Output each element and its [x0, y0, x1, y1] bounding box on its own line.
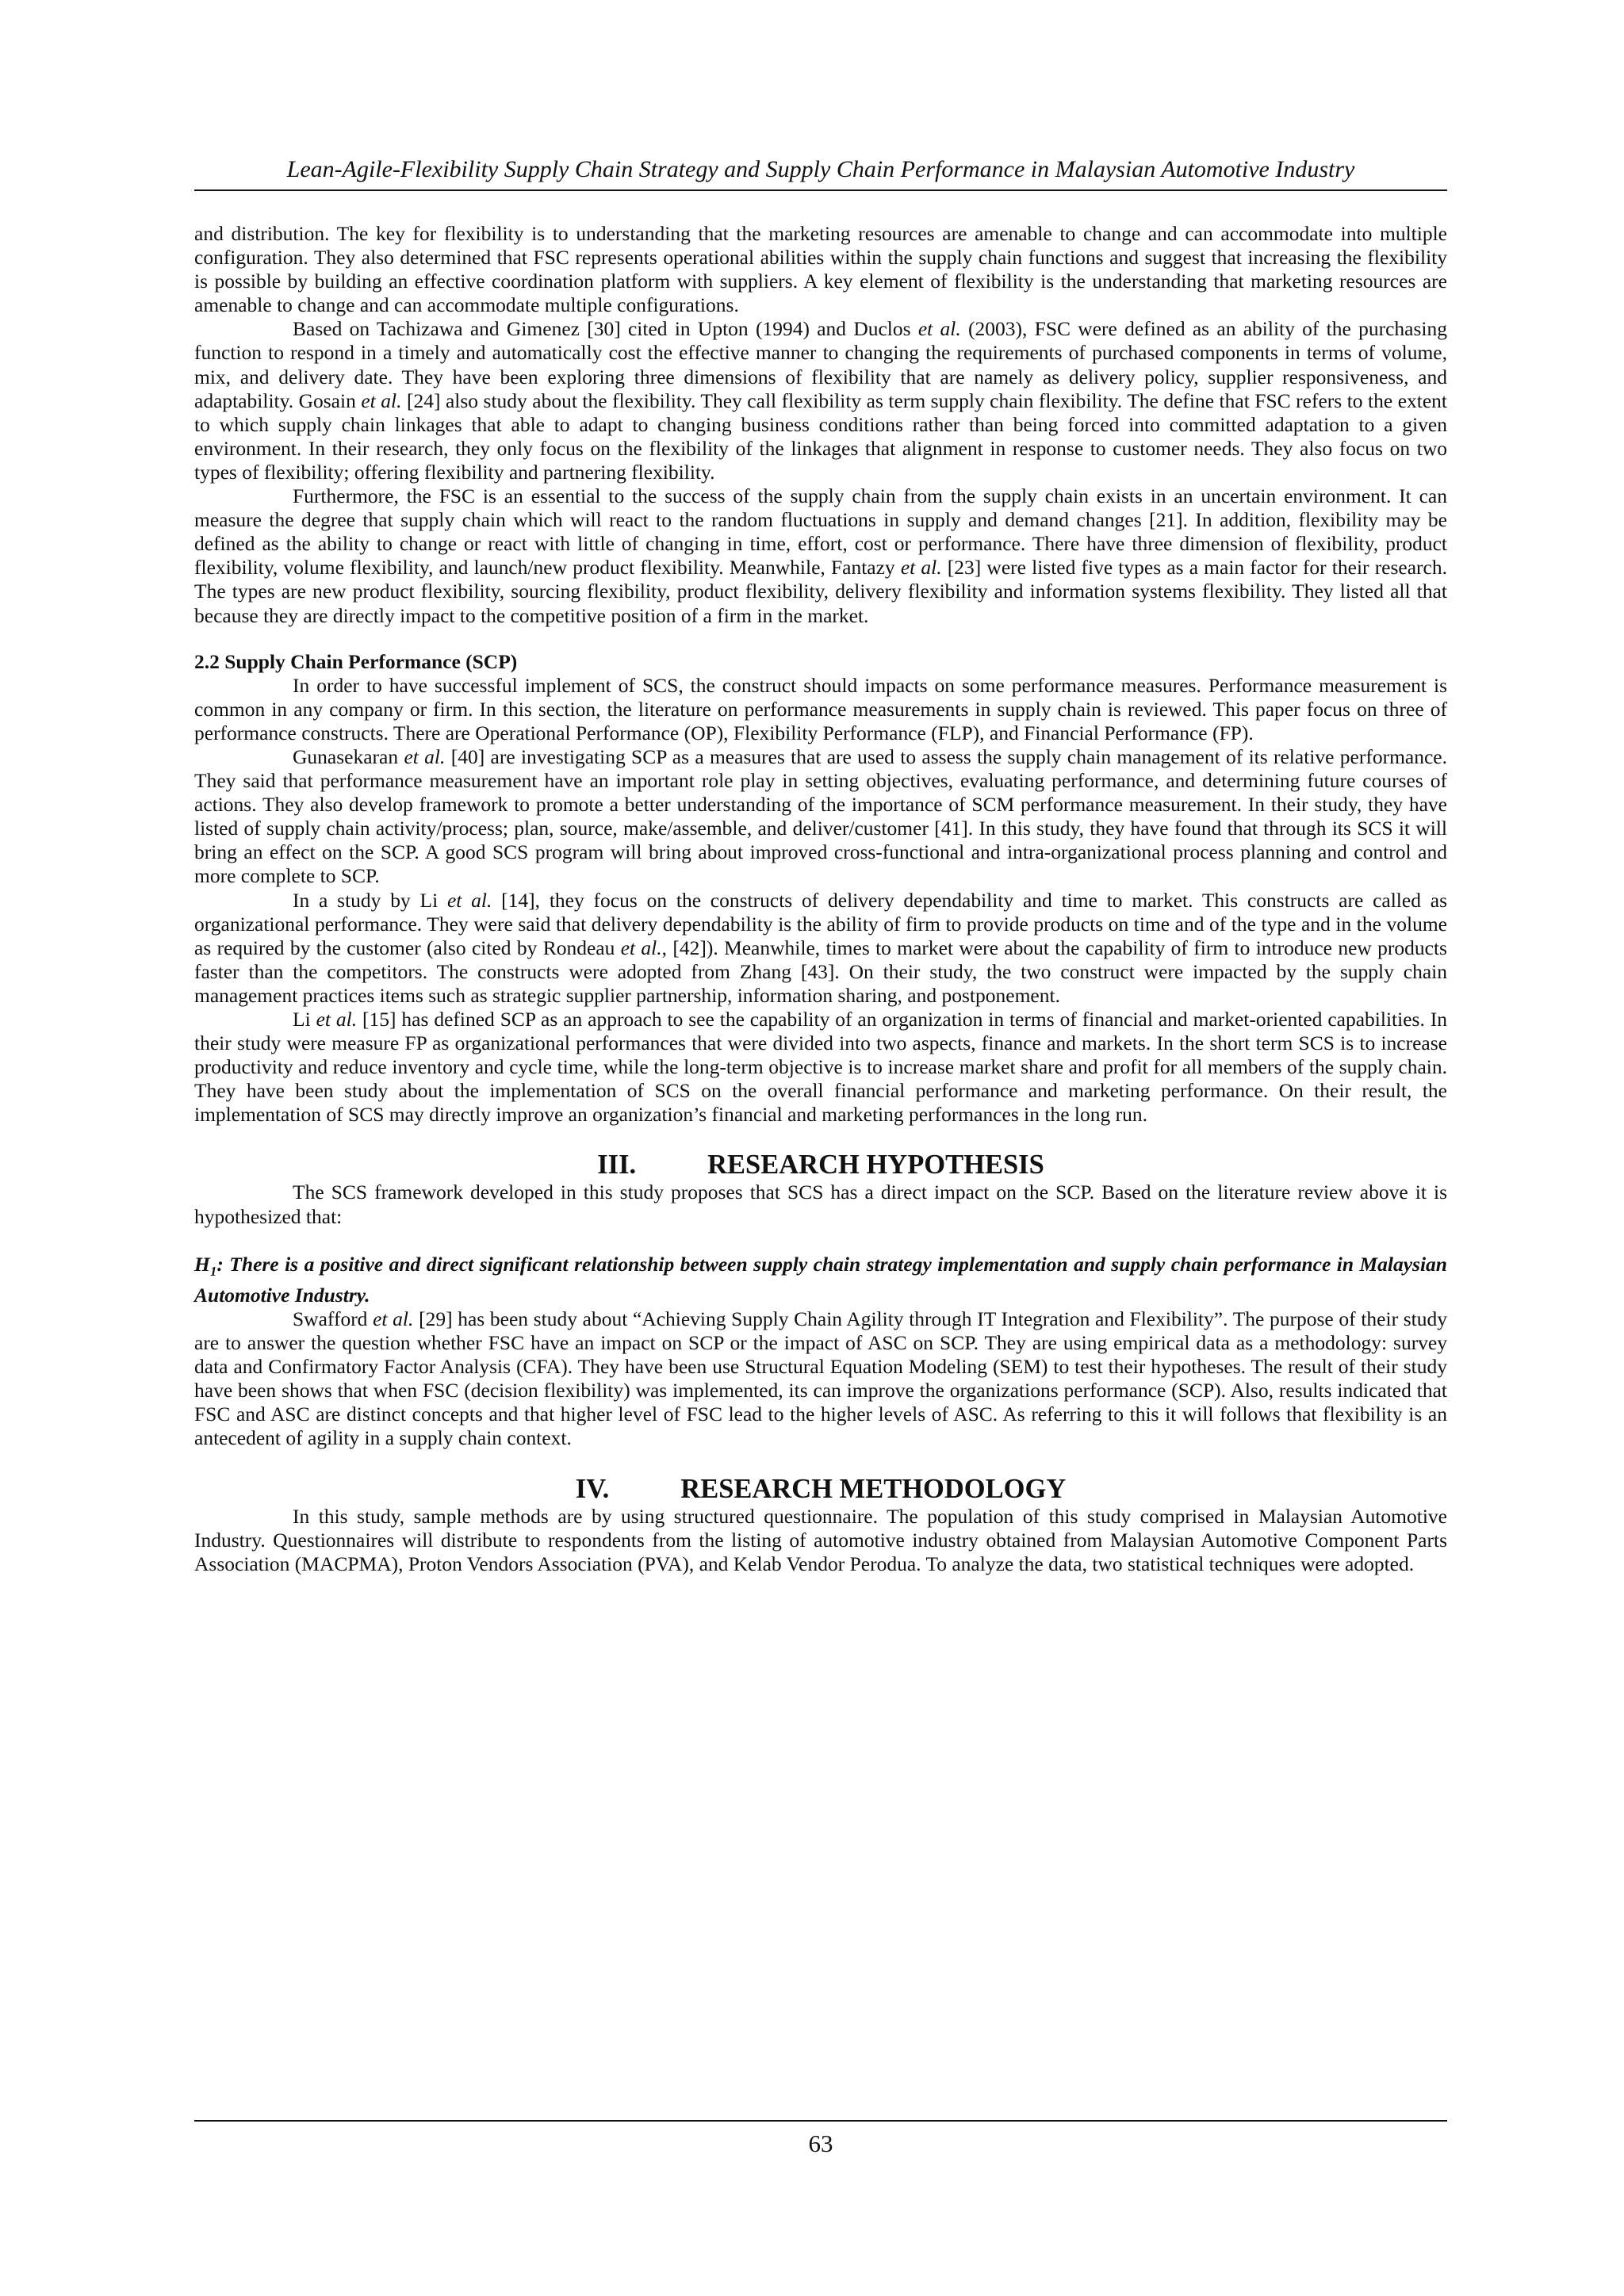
- text-run: [40] are investigating SCP as a measures that are used to assess the supply chain management of its relative performance. They said that performance measurement have an important role play in setting objectives, evaluating performance, and determining future courses of actions. They also develop framework to promote a better understanding of the importance of SCM performance measurement. In their study, they have listed of supply chain activity/process; plan, source, make/assemble, and deliver/customer [41]. In this study, they have found that through its SCS it will bring an effect on the SCP. A good SCS program will bring about improved cross-functional and intra-organizational process planning and control and more complete to SCP.: [194, 744, 1447, 888]
- citation-etal: et al.: [316, 1008, 358, 1031]
- paragraph: [194, 1008, 1447, 1127]
- text-run: Based on Tachizawa and Gimenez [30] cited in Upton (1994) and Duclos: [293, 317, 918, 341]
- paragraph: [194, 317, 1447, 484]
- hypothesis-label: H: [194, 1252, 210, 1276]
- citation-etal: et al.: [361, 388, 402, 412]
- citation-etal: et al.: [917, 317, 961, 341]
- text-run: [23] were listed five types as a main factor for their research. The types are new product flexibility, sourcing flexibility, product flexibility, delivery flexibility and information systems flexibility. They listed all that because they are directly impact to the competitive position of a firm in the market.: [194, 556, 1447, 627]
- text-run: [24] also study about the flexibility. They call flexibility as term supply chain flexibility. The define that FSC refers to the extent to which supply chain linkages that able to adapt to changing business conditions rather than being forced into committed adaptation to a given environment. In their research, they only focus on the flexibility of the linkages that alignment in response to customer needs. They also focus on two types of flexibility; offering flexibility and partnering flexibility.: [194, 388, 1447, 484]
- text-run: Gunasekaran: [293, 744, 404, 768]
- text-run: In a study by Li: [293, 888, 447, 912]
- hypothesis-subscript: 1: [209, 1263, 217, 1279]
- paragraph: [194, 1307, 1447, 1451]
- paragraph: [194, 745, 1447, 889]
- body-text: [194, 222, 1447, 1576]
- citation-etal: et al.: [404, 744, 446, 768]
- text-run: [15] has defined SCP as an approach to see the capability of an organization in terms of financial and market-oriented capabilities. In their study were measure FP as organizational performances that were divided into two aspects, finance and markets. In the short term SCS is to increase productivity and reduce inventory and cycle time, while the long-term objective is to increase market share and profit for all members of the supply chain. They have been study about the implementation of SCS on the overall financial performance and marketing performance. On their result, the implementation of SCS may directly improve an organization’s financial and marketing performances in the long run.: [194, 1008, 1447, 1127]
- section-heading: [194, 1149, 1447, 1181]
- section-title: RESEARCH METHODOLOGY: [680, 1473, 1067, 1504]
- paragraph: [194, 484, 1447, 628]
- citation-etal: et al.: [446, 888, 492, 912]
- text-run: Swafford: [293, 1307, 373, 1330]
- section-number: IV.: [575, 1473, 610, 1504]
- header-rule: [194, 189, 1447, 191]
- hypothesis-text: : There is a positive and direct significant relationship between supply chain strategy implementation and supply chain performance in Malaysian Automotive Industry.: [194, 1252, 1447, 1307]
- section-title: RESEARCH HYPOTHESIS: [707, 1150, 1044, 1181]
- text-run: , [42]). Meanwhile, times to market were about the capability of firm to introduce new products faster than the competitors. The constructs were adopted from Zhang [43]. On their study, the two construct were impacted by the supply chain management practices items such as strategic supplier partnership, information sharing, and postponement.: [194, 936, 1447, 1007]
- paragraph: and distribution. The key for flexibility is to understanding that the marketing resources are amenable to change and can accommodate into multiple configuration. They also determined that FSC represents operational abilities within the supply chain functions and suggest that increasing the flexibility is possible by building an effective coordination platform with suppliers. A key element of flexibility is the understanding that marketing resources are amenable to change and can accommodate multiple configurations.: [194, 222, 1447, 317]
- paragraph: In this study, sample methods are by using structured questionnaire. The population of this study comprised in Malaysian Automotive Industry. Questionnaires will distribute to respondents from the listing of automotive industry obtained from Malaysian Automotive Component Parts Association (MACPMA), Proton Vendors Association (PVA), and Kelab Vendor Perodua. To analyze the data, two statistical techniques were adopted.: [194, 1504, 1447, 1575]
- text-run: Furthermore, the FSC is an essential to the success of the supply chain from the supply chain exists in an uncertain environment. It can measure the degree that supply chain which will react to the random fluctuations in supply and demand changes [21]. In addition, flexibility may be defined as the ability to change or react with little of changing in time, effort, cost or performance. There have three dimension of flexibility, product flexibility, volume flexibility, and launch/new product flexibility. Meanwhile, Fantazy: [194, 484, 1447, 580]
- text-run: (2003), FSC were defined as an ability of the purchasing function to respond in a timely and automatically cost the effective manner to changing the requirements of purchased components in terms of volume, mix, and delivery date. They have been exploring three dimensions of flexibility that are namely as delivery policy, supplier responsiveness, and adaptability. Gosain: [194, 317, 1447, 412]
- citation-etal: et al.: [900, 556, 942, 580]
- section-number: III.: [597, 1150, 637, 1181]
- text-run: Li: [293, 1008, 316, 1031]
- text-run: [29] has been study about “Achieving Supply Chain Agility through IT Integration and Flexibility”. The purpose of their study are to answer the question whether FSC have an impact on SCP or the impact of ASC on SCP. They are using empirical data as a methodology: survey data and Confirmatory Factor Analysis (CFA). They have been use Structural Equation Modeling (SEM) to test their hypotheses. The result of their study have been shows that when FSC (decision flexibility) was implemented, its can improve the organizations performance (SCP). Also, results indicated that FSC and ASC are distinct concepts and that higher level of FSC lead to the higher levels of ASC. As referring to this it will follows that flexibility is an antecedent of agility in a supply chain context.: [194, 1307, 1447, 1450]
- section-heading: [194, 1473, 1447, 1505]
- paragraph: The SCS framework developed in this study proposes that SCS has a direct impact on the SCP. Based on the literature review above it is hypothesized that:: [194, 1181, 1447, 1228]
- paragraph: In order to have successful implement of SCS, the construct should impacts on some performance measures. Performance measurement is common in any company or firm. In this section, the literature on performance measurements in supply chain is reviewed. This paper focus on three of performance constructs. There are Operational Performance (OP), Flexibility Performance (FLP), and Financial Performance (FP).: [194, 673, 1447, 744]
- footer-rule: [194, 2120, 1447, 2122]
- text-run: [14], they focus on the constructs of delivery dependability and time to market. This constructs are called as organizational performance. They were said that delivery dependability is the ability of firm to provide products on time and of the type and in the volume as required by the customer (also cited by Rondeau: [194, 888, 1447, 959]
- paragraph: [194, 889, 1447, 1008]
- hypothesis: [194, 1253, 1447, 1307]
- citation-etal: et al.: [373, 1307, 414, 1330]
- running-head: Lean-Agile-Flexibility Supply Chain Strategy and Supply Chain Performance in Malaysian Automotive Industry: [286, 156, 1355, 182]
- page-number: 63: [808, 2130, 833, 2157]
- paper-page: [194, 0, 1447, 2296]
- subsection-heading: 2.2 Supply Chain Performance (SCP): [194, 649, 518, 673]
- citation-etal: et al.: [620, 936, 662, 959]
